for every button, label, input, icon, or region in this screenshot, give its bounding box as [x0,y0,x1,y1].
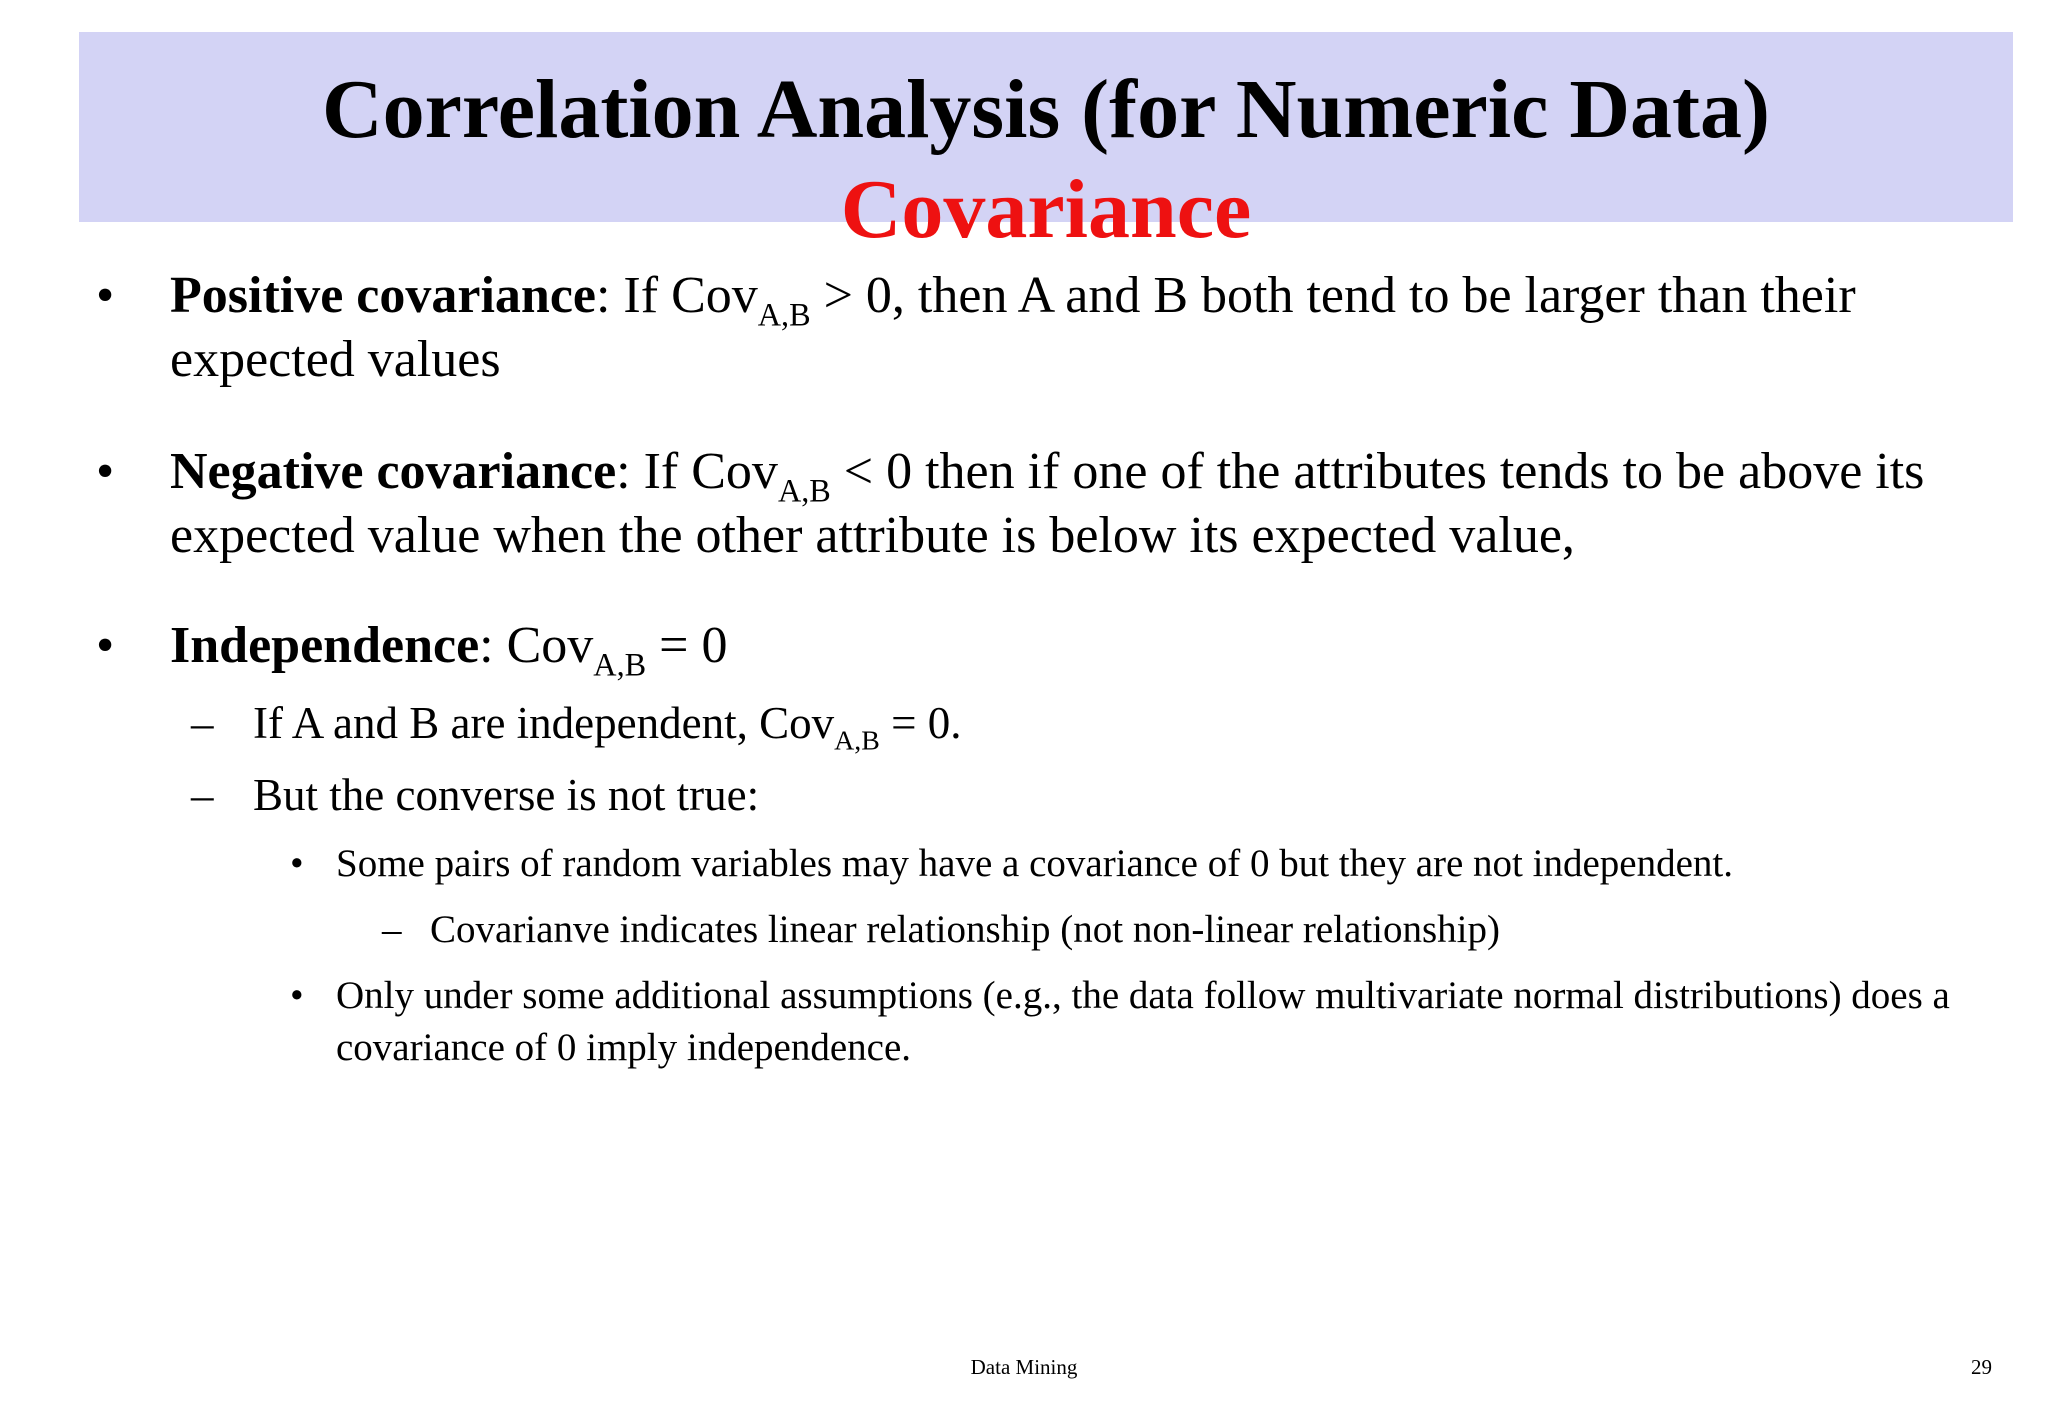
page-number: 29 [1971,1355,1992,1379]
bullet-term: Negative covariance [170,443,617,500]
covariance-subscript: A,B [834,725,880,757]
subsubitem-only-under [290,970,1976,1074]
slide-subtitle: Covariance [840,163,1252,256]
bullet-positive-covariance [96,264,2010,392]
bullet-marker: • [96,617,115,674]
subitem-text-end: = 0. [879,698,962,748]
subsubsubitem-linear [382,904,1930,956]
footer-title: Data Mining [970,1355,1078,1379]
subitem-text: If A and B are independent, Cov [253,698,835,748]
subsubitem-some-pairs [290,838,1976,890]
subsubitem-text: Some pairs of random variables may have a covariance of 0 but they are not independent. [336,842,1733,885]
covariance-subscript: A,B [777,472,831,509]
subsubitem-text: Only under some additional assumptions (e.g., the data follow multivariate normal distributions) does a covariance of 0 imply independence. [336,974,1950,1069]
bullet-sep: : If Cov [616,443,778,500]
dash-marker: – [191,770,214,820]
title-band [79,32,2013,256]
bullet-text: = 0 [646,617,728,674]
subitem-text: But the converse is not true: [253,770,760,820]
bullet-marker: • [290,842,304,885]
covariance-subscript: A,B [757,296,811,333]
dash-marker: – [191,698,214,748]
bullet-term: Positive covariance [170,267,596,324]
bullet-independence [96,614,2010,683]
bullet-term: Independence [170,617,480,674]
bullet-marker: • [290,974,304,1017]
bullet-sep: : If Cov [595,267,758,324]
bullet-text: < 0 then if one of the attributes tends to be above its expected value when the other attribute is below its expected value, [170,443,1925,564]
bullet-marker: • [96,267,115,324]
covariance-subscript: A,B [593,646,647,683]
bullet-text: > 0, then A and B both tend to be larger than their expected values [170,267,1856,388]
dash-marker: – [382,908,402,951]
bullet-marker: • [96,443,115,500]
subitem-converse [191,766,1953,824]
slide-title: Correlation Analysis (for Numeric Data) [321,63,1770,156]
subitem-independent [191,694,1953,757]
subsubsubitem-text: Covarianve indicates linear relationship (not non-linear relationship) [430,908,1500,951]
bullet-negative-covariance [96,440,2010,568]
bullet-sep: : Cov [479,617,594,674]
